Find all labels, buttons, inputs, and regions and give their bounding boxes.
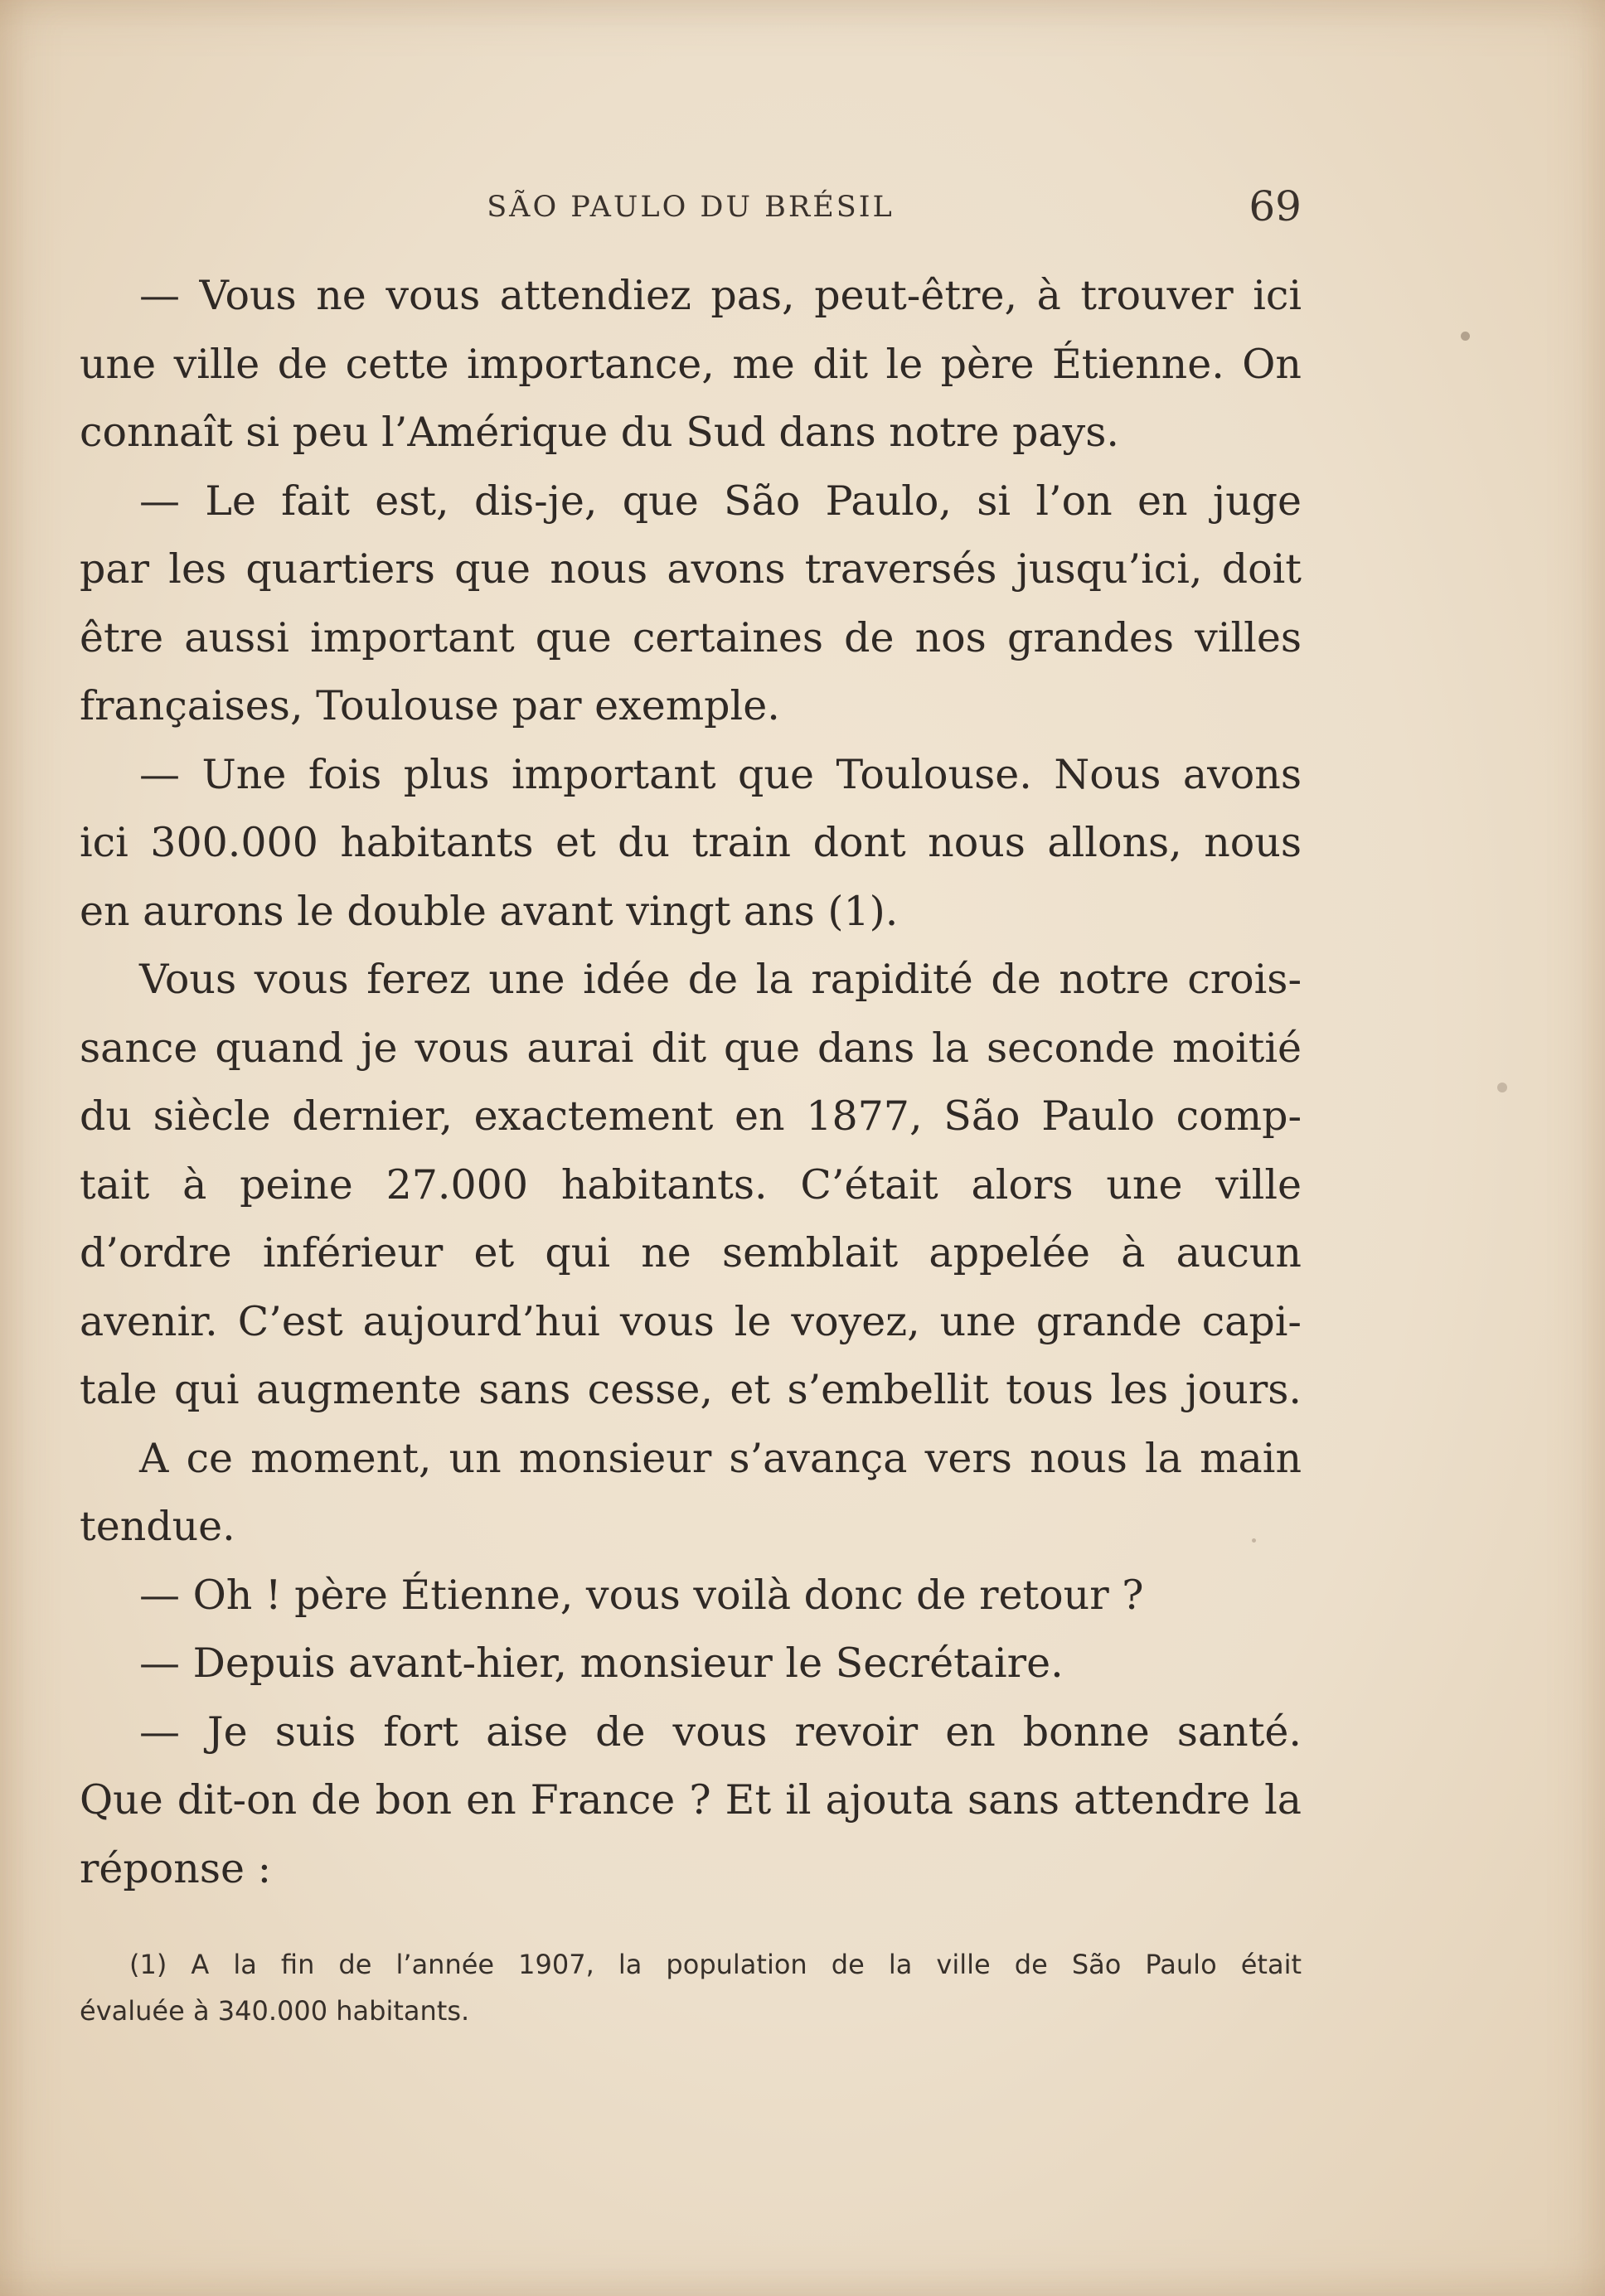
- paper-speck: [1252, 1538, 1256, 1543]
- text-line: une ville de cette importance, me dit le père Étienne. On: [80, 340, 1302, 388]
- running-head: [80, 182, 1302, 232]
- paper-speck: [1461, 332, 1470, 341]
- text-line: par les quartiers que nous avons traversés jusqu’ici, doit: [80, 545, 1302, 593]
- text-line: réponse :: [80, 1844, 272, 1892]
- text-line: — Une fois plus important que Toulouse. Nous avons: [139, 750, 1302, 798]
- text-line: en aurons le double avant vingt ans (1).: [80, 887, 899, 935]
- text-line: tale qui augmente sans cesse, et s’embellit tous les jours.: [80, 1366, 1302, 1413]
- text-line: être aussi important que certaines de nos grandes villes: [80, 613, 1302, 661]
- text-line: — Vous ne vous attendiez pas, peut-être, à trouver ici: [139, 272, 1302, 319]
- text-line: tendue.: [80, 1503, 235, 1550]
- running-title: SÃO PAULO DU BRÉSIL: [487, 191, 895, 224]
- text-line: connaît si peu l’Amérique du Sud dans notre pays.: [80, 409, 1119, 456]
- text-line: françaises, Toulouse par exemple.: [80, 682, 780, 729]
- footnote-line: évaluée à 340.000 habitants.: [80, 1995, 470, 2027]
- text-line: — Le fait est, dis-je, que São Paulo, si l’on en juge: [139, 477, 1302, 525]
- text-line: avenir. C’est aujourd’hui vous le voyez, une grande capi-: [80, 1297, 1302, 1345]
- text-line: tait à peine 27.000 habitants. C’était alors une ville: [80, 1160, 1302, 1209]
- text-line: Que dit-on de bon en France ? Et il ajouta sans attendre la: [80, 1776, 1302, 1824]
- text-line: ici 300.000 habitants et du train dont nous allons, nous: [80, 819, 1302, 866]
- body-text: [80, 267, 1302, 1908]
- footnote: [80, 1948, 1302, 2041]
- footnote-line: (1) A la fin de l’année 1907, la population de la ville de São Paulo était: [129, 1949, 1302, 1980]
- text-line: sance quand je vous aurai dit que dans la seconde moitié: [80, 1024, 1302, 1072]
- text-line: — Depuis avant-hier, monsieur le Secrétaire.: [139, 1640, 1064, 1687]
- paper-speck: [1497, 1083, 1507, 1092]
- page-number: 69: [1249, 182, 1302, 230]
- text-line: — Oh ! père Étienne, vous voilà donc de retour ?: [139, 1571, 1144, 1619]
- text-line: — Je suis fort aise de vous revoir en bonne santé.: [139, 1707, 1302, 1756]
- text-line: d’ordre inférieur et qui ne semblait appelée à aucun: [80, 1229, 1302, 1276]
- text-line: du siècle dernier, exactement en 1877, São Paulo comp-: [80, 1092, 1302, 1140]
- text-line: Vous vous ferez une idée de la rapidité de notre crois-: [139, 956, 1302, 1003]
- text-line: A ce moment, un monsieur s’avança vers nous la main: [139, 1434, 1302, 1482]
